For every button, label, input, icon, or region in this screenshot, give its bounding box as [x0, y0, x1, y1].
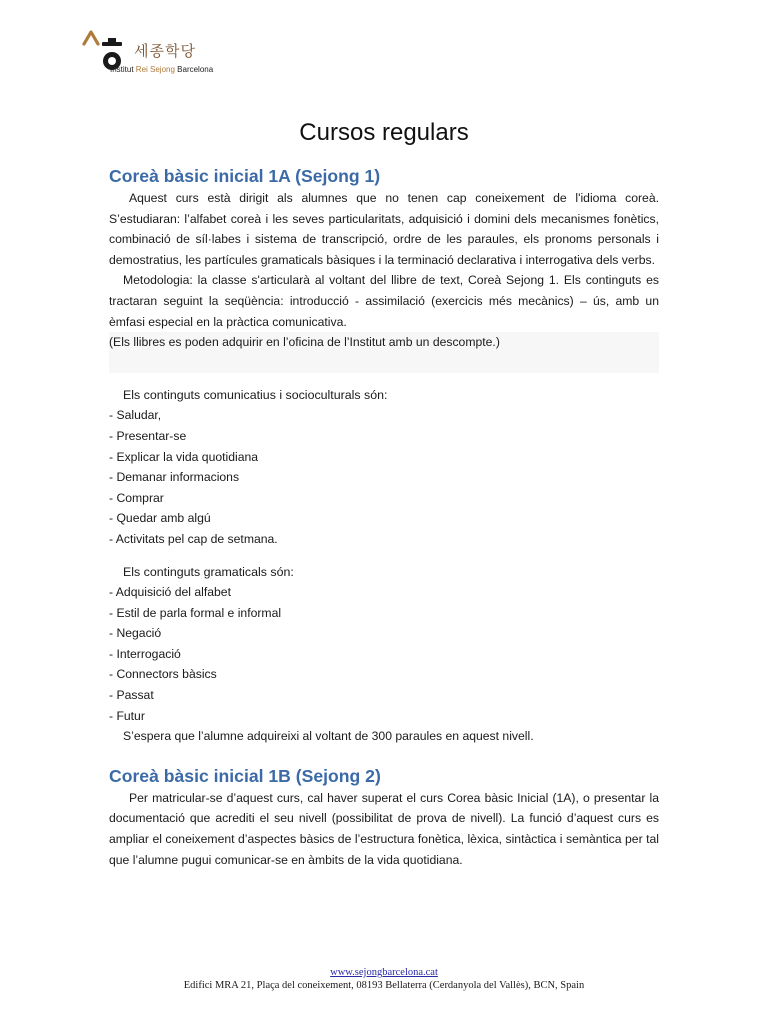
list-item: - Negació: [109, 623, 659, 644]
list-item: - Interrogació: [109, 644, 659, 665]
communicative-list: [109, 405, 659, 549]
section2-body: Per matricular-se d’aquest curs, cal haver superat el curs Corea bàsic Inicial (1A), o presentar la documentació que acrediti el seu nivell (possibilitat de prova de nivell). La funció d’aquest curs es ampliar el coneixement d’aspectes bàsics de l’estructura fonètica, lèxica, sintàctica i semàntica per tal que l’alumne pugui comunicar-se en àmbits de la vida quotidiana.: [109, 790, 659, 867]
logo-institute-name: Institut Rei Sejong Barcelona: [110, 65, 214, 74]
list-item: - Connectors bàsics: [109, 664, 659, 685]
communicative-heading: Els continguts comunicatius i socioculturals són:: [123, 387, 388, 402]
section1-closing: S’espera que l’alumne adquireixi al voltant de 300 paraules en aquest nivell.: [123, 729, 534, 744]
list-item: - Passat: [109, 685, 659, 706]
list-item: - Adquisició del alfabet: [109, 582, 659, 603]
website-link[interactable]: www.sejongbarcelona.cat: [330, 967, 438, 978]
grammar-list: [109, 582, 659, 726]
page-title: Cursos regulars: [299, 119, 469, 146]
grammar-heading: Els continguts gramaticals són:: [123, 564, 294, 579]
page-footer: [0, 966, 768, 992]
logo-hangul-text: 세종학당: [134, 42, 196, 60]
section1-note: (Els llibres es poden adquirir en l’oficina de l’Institut amb un descompte.): [109, 332, 659, 373]
document-body: [109, 164, 659, 870]
list-item: - Presentar-se: [109, 426, 659, 447]
list-item: - Activitats pel cap de setmana.: [109, 529, 659, 550]
list-item: - Futur: [109, 706, 659, 727]
list-item: - Demanar informacions: [109, 467, 659, 488]
institute-logo: [80, 26, 280, 76]
section2-title: Coreà bàsic inicial 1B (Sejong 2): [109, 765, 381, 786]
section1-intro: Aquest curs està dirigit als alumnes que no tenen cap coneixement de l'idioma coreà. S’estudiaran: l’alfabet coreà i les seves particularitats, adquisició i domini dels mecanismes fonètics, combinació de síl·labes i sistema de transcripció, ordre de les paraules, els pronoms personals i demostratius, les partícules gramaticals bàsiques i la terminació declarativa i interrogativa dels verbs.: [109, 191, 659, 267]
list-item: - Explicar la vida quotidiana: [109, 447, 659, 468]
list-item: - Estil de parla formal e informal: [109, 603, 659, 624]
list-item: - Saludar,: [109, 405, 659, 426]
footer-address: Edifici MRA 21, Plaça del coneixement, 08193 Bellaterra (Cerdanyola del Vallès), BCN, Spain: [183, 980, 585, 991]
section1-methodology: Metodologia: la classe s'articularà al voltant del llibre de text, Coreà Sejong 1. Els continguts es tractaran seguint la seqüència: introducció - assimilació (exercicis més mecànics) – ús, amb un èmfasi especial en la pràctica comunicativa.: [109, 273, 659, 329]
list-item: - Quedar amb algú: [109, 508, 659, 529]
list-item: - Comprar: [109, 488, 659, 509]
section1-title: Coreà bàsic inicial 1A (Sejong 1): [109, 166, 381, 186]
